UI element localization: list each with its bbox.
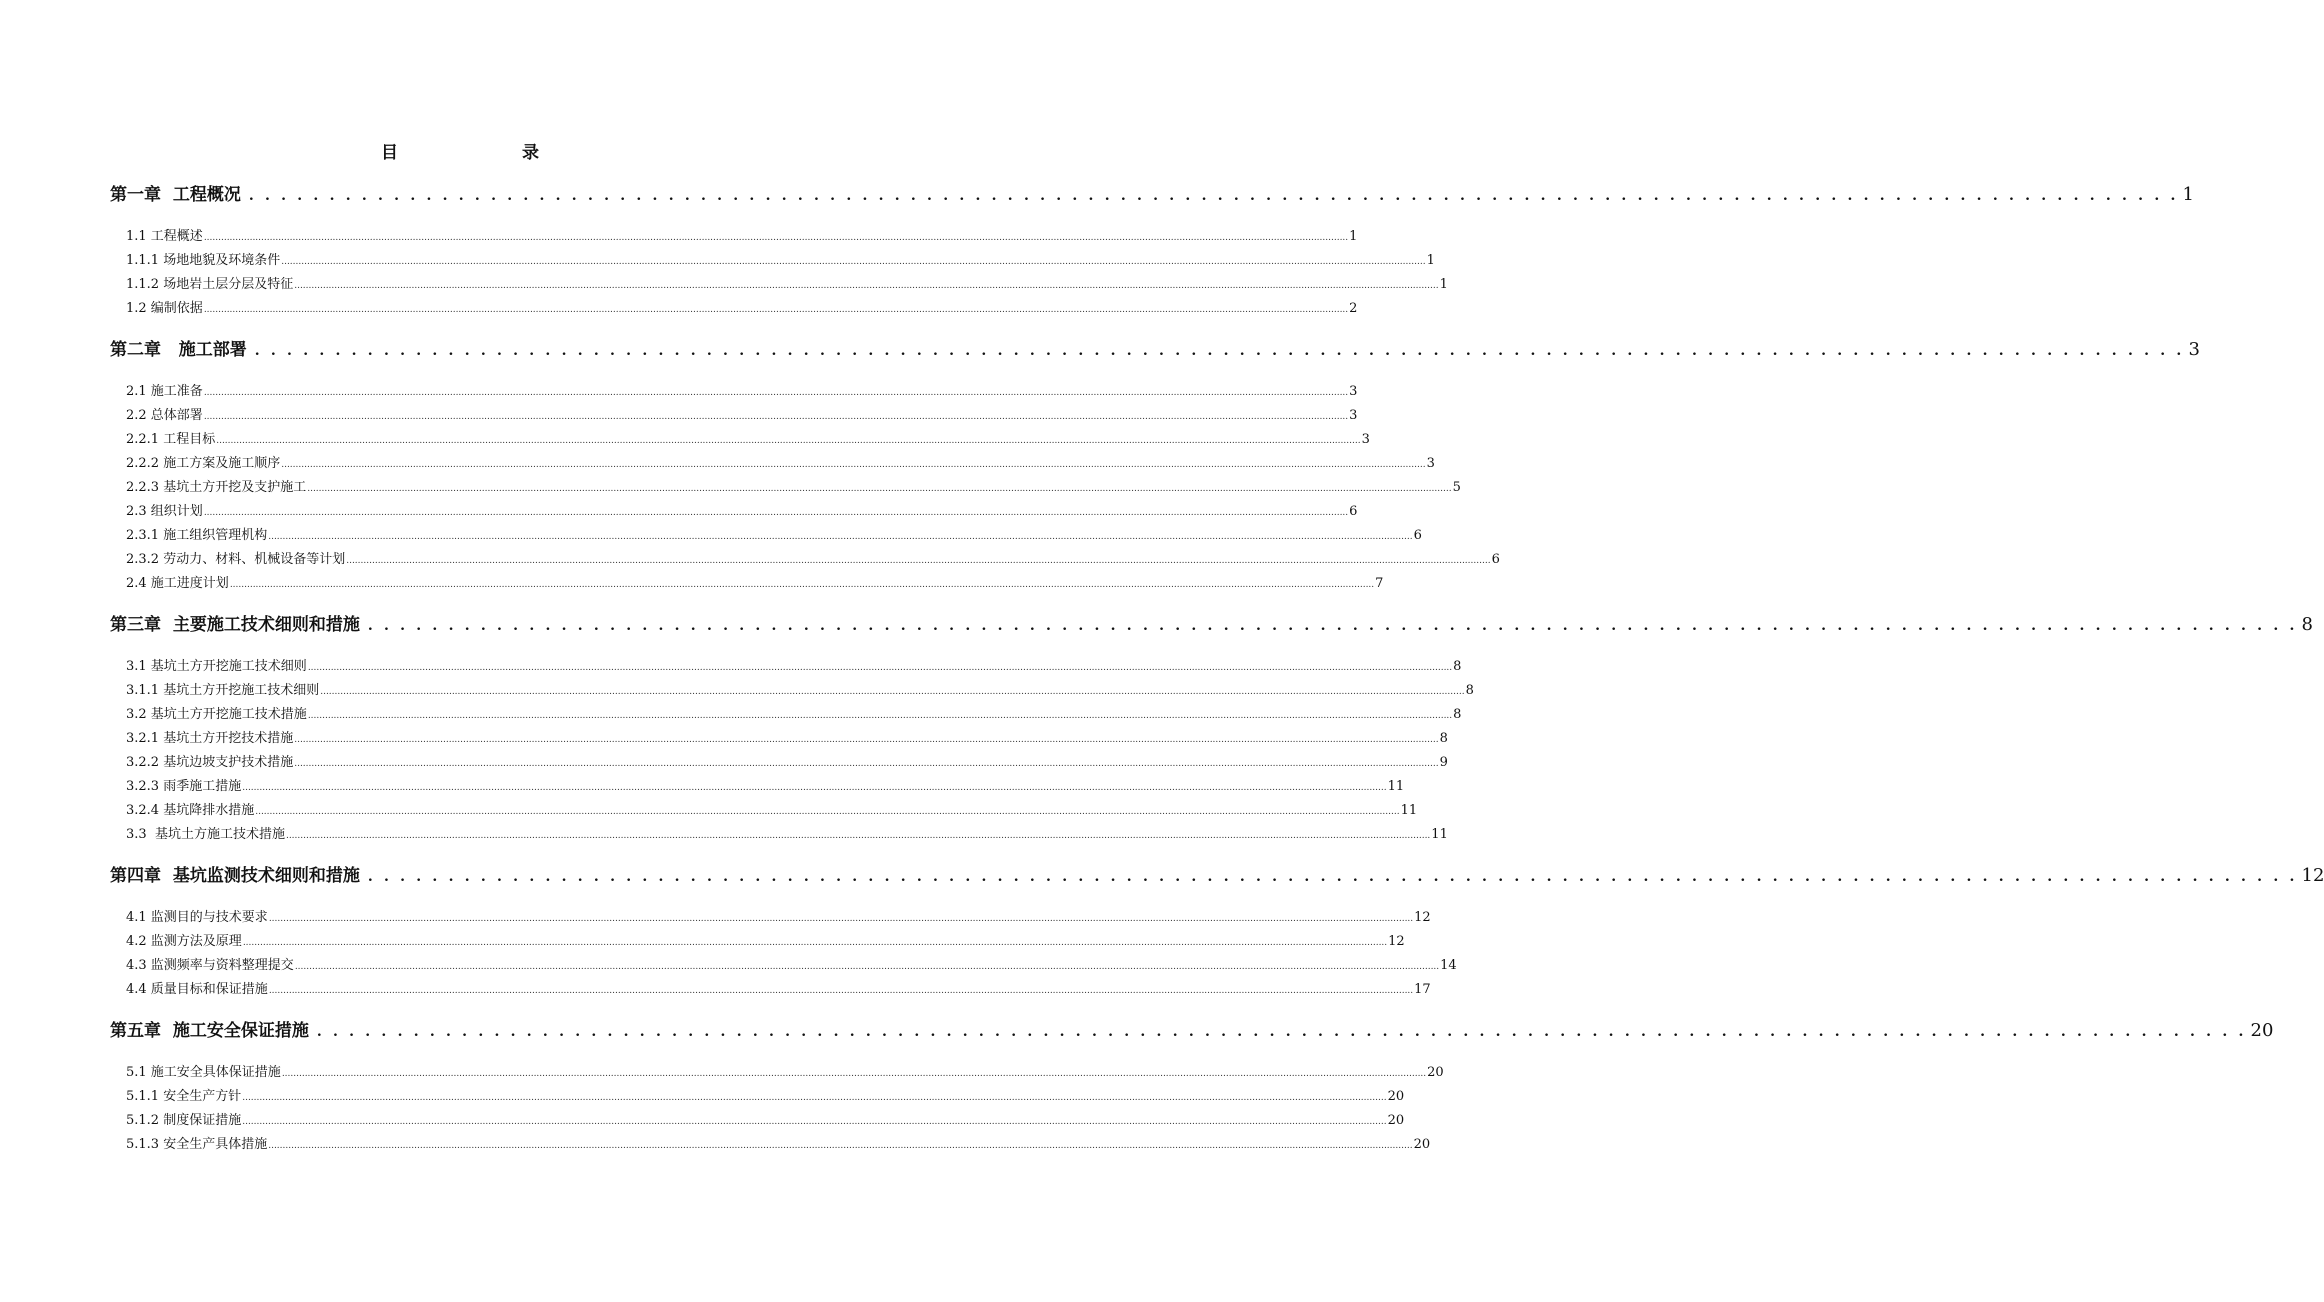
section-title: 4.1 监测目的与技术要求 <box>126 910 268 925</box>
section-title: 5.1 施工安全具体保证措施 <box>126 1065 281 1080</box>
dot-leader: ................................................................................................................................................................................................................................................................................................................................................................................................................ <box>268 532 1413 542</box>
toc-section-entry[interactable] <box>126 225 1358 249</box>
section-title: 2.3 组织计划 <box>126 504 203 519</box>
toc-chapter-entry[interactable] <box>110 180 2194 210</box>
section-title: 2.1 施工准备 <box>126 384 203 399</box>
section-title: 2.3.1 施工组织管理机构 <box>126 528 268 543</box>
section-page-number: 1 <box>1426 253 1435 268</box>
dot-leader: ................................................................................................................................................................................................................................................................................................................................................................................................................ <box>320 687 1465 697</box>
dot-leader: ................................................................................................................................................................................................................................................................................................................................................................................................................ <box>268 986 1414 996</box>
section-page-number: 1 <box>1349 229 1358 244</box>
dot-leader: ................................................................................................................................................................................................................................................................................................................................................................................................................ <box>268 1141 1413 1151</box>
dot-leader: ................................................................................................................................................................................................................................................................................................................................................................................................................ <box>346 556 1491 566</box>
chapter-page-number: 12 <box>2301 865 2324 886</box>
toc-section-list <box>110 365 1500 610</box>
toc-section-entry[interactable] <box>126 524 1422 548</box>
dot-leader: ................................................................................................................................................................................................................................................................................................................................................................................................................ <box>294 281 1439 291</box>
section-title: 1.1.1 场地地貌及环境条件 <box>126 253 281 268</box>
section-title: 2.3.2 劳动力、材料、机械设备等计划 <box>126 552 346 567</box>
dot-leader: ................................................................................................................................................................................................................................................................................................................................................................................................................ <box>285 831 1431 841</box>
toc-section-entry[interactable] <box>126 428 1370 452</box>
dot-leader: ................................................................................................................................................................................................................................................................................................................................................................................................................ <box>281 257 1426 267</box>
section-page-number: 6 <box>1413 528 1422 543</box>
section-title: 3.1.1 基坑土方开挖施工技术细则 <box>126 683 320 698</box>
toc-section-list <box>110 210 1448 335</box>
section-title: 2.2.2 施工方案及施工顺序 <box>126 456 281 471</box>
section-title: 5.1.1 安全生产方针 <box>126 1089 242 1104</box>
section-page-number: 8 <box>1465 683 1474 698</box>
chapter-title: 第二章 施工部署 <box>110 340 247 360</box>
section-title: 2.2 总体部署 <box>126 408 203 423</box>
section-title: 3.1 基坑土方开挖施工技术细则 <box>126 659 307 674</box>
chapter-title: 第四章 基坑监测技术细则和措施 <box>110 866 360 886</box>
section-title: 5.1.2 制度保证措施 <box>126 1113 242 1128</box>
section-page-number: 7 <box>1375 576 1384 591</box>
section-page-number: 8 <box>1453 659 1462 674</box>
dot-leader: ................................................................................................................................................................................................................................................................................................................................................................................................................ <box>203 412 1349 422</box>
dot-leader: ................................................................................................................................................................................................................................................................................................................................................................................................................ <box>203 305 1349 315</box>
toc-section-entry[interactable] <box>126 906 1431 930</box>
chapter-title: 第一章 工程概况 <box>110 185 241 205</box>
toc-title: 目 录 <box>381 143 569 163</box>
toc-chapter-entry[interactable] <box>110 610 2313 640</box>
toc-section-entry[interactable] <box>126 703 1462 727</box>
toc-section-entry[interactable] <box>126 727 1448 751</box>
chapter-title: 第三章 主要施工技术细则和措施 <box>110 615 360 635</box>
toc-section-entry[interactable] <box>126 978 1431 1002</box>
section-page-number: 9 <box>1439 755 1448 770</box>
section-title: 4.3 监测频率与资料整理提交 <box>126 958 294 973</box>
section-page-number: 20 <box>1387 1089 1405 1104</box>
toc-chapter-entry[interactable] <box>110 335 2200 365</box>
section-title: 3.2.2 基坑边坡支护技术措施 <box>126 755 294 770</box>
toc-section-entry[interactable] <box>126 404 1358 428</box>
toc-section-entry[interactable] <box>126 297 1358 321</box>
section-page-number: 6 <box>1349 504 1358 519</box>
chapter-page-number: 1 <box>2182 184 2194 205</box>
dot-leader: ................................................................................................................................................................................................................................................................................................................................................................................................................ <box>294 962 1440 972</box>
toc-section-entry[interactable] <box>126 954 1457 978</box>
section-page-number: 2 <box>1349 301 1358 316</box>
toc-section-entry[interactable] <box>126 273 1448 297</box>
section-page-number: 3 <box>1426 456 1435 471</box>
toc-section-entry[interactable] <box>126 572 1384 596</box>
section-page-number: 20 <box>1427 1065 1444 1080</box>
section-title: 3.2 基坑土方开挖施工技术措施 <box>126 707 307 722</box>
section-page-number: 8 <box>1453 707 1462 722</box>
dot-leader: . . . . . . . . . . . . . . . . . . . . . . . . . . . . . . . . . . . . . . . . . . . . . . . . . . . . . . . . . . . . . . . . . . . . . . . . . . . . . . . . . . . . . . . . . . . . . . . . . . . . . . . . . . . . . . . . . . . . . . . . <box>248 188 2179 204</box>
section-page-number: 12 <box>1414 910 1431 925</box>
dot-leader: . . . . . . . . . . . . . . . . . . . . . . . . . . . . . . . . . . . . . . . . . . . . . . . . . . . . . . . . . . . . . . . . . . . . . . . . . . . . . . . . . . . . . . . . . . . . . . . . . . . . . . . . . . . . . . . . . . . . . . . . <box>367 618 2298 634</box>
toc-section-entry[interactable] <box>126 799 1418 823</box>
section-title: 3.3 基坑土方施工技术措施 <box>126 827 285 842</box>
chapter-page-number: 3 <box>2188 339 2200 360</box>
section-page-number: 5 <box>1452 480 1461 495</box>
dot-leader: . . . . . . . . . . . . . . . . . . . . . . . . . . . . . . . . . . . . . . . . . . . . . . . . . . . . . . . . . . . . . . . . . . . . . . . . . . . . . . . . . . . . . . . . . . . . . . . . . . . . . . . . . . . . . . . . . . . . . . . . <box>367 869 2298 885</box>
section-title: 4.4 质量目标和保证措施 <box>126 982 268 997</box>
toc-chapter-entry[interactable] <box>110 1016 2274 1046</box>
toc-section-entry[interactable] <box>126 1061 1444 1085</box>
toc-section-entry[interactable] <box>126 249 1435 273</box>
section-title: 2.2.1 工程目标 <box>126 432 216 447</box>
dot-leader: ................................................................................................................................................................................................................................................................................................................................................................................................................ <box>294 759 1439 769</box>
toc-section-entry[interactable] <box>126 1085 1405 1109</box>
dot-leader: ................................................................................................................................................................................................................................................................................................................................................................................................................ <box>242 1093 1387 1103</box>
section-page-number: 20 <box>1413 1137 1431 1152</box>
dot-leader: ................................................................................................................................................................................................................................................................................................................................................................................................................ <box>242 938 1388 948</box>
toc-section-entry[interactable] <box>126 679 1474 703</box>
dot-leader: ................................................................................................................................................................................................................................................................................................................................................................................................................ <box>203 388 1349 398</box>
section-page-number: 12 <box>1388 934 1405 949</box>
toc-section-entry[interactable] <box>126 823 1448 847</box>
chapter-title: 第五章 施工安全保证措施 <box>110 1021 309 1041</box>
chapter-page-number: 20 <box>2250 1020 2274 1041</box>
section-title: 1.1 工程概述 <box>126 229 203 244</box>
section-page-number: 11 <box>1400 803 1418 818</box>
section-title: 3.2.3 雨季施工措施 <box>126 779 242 794</box>
dot-leader: ................................................................................................................................................................................................................................................................................................................................................................................................................ <box>203 233 1349 243</box>
section-title: 2.2.3 基坑土方开挖及支护施工 <box>126 480 307 495</box>
dot-leader: ................................................................................................................................................................................................................................................................................................................................................................................................................ <box>281 460 1426 470</box>
dot-leader: ................................................................................................................................................................................................................................................................................................................................................................................................................ <box>281 1069 1427 1079</box>
dot-leader: ................................................................................................................................................................................................................................................................................................................................................................................................................ <box>307 663 1453 673</box>
toc-section-entry[interactable] <box>126 452 1435 476</box>
section-title: 1.2 编制依据 <box>126 301 203 316</box>
dot-leader: ................................................................................................................................................................................................................................................................................................................................................................................................................ <box>268 914 1414 924</box>
section-page-number: 11 <box>1431 827 1448 842</box>
section-page-number: 20 <box>1387 1113 1405 1128</box>
toc-section-list <box>110 640 1474 861</box>
section-title: 3.2.4 基坑降排水措施 <box>126 803 255 818</box>
section-page-number: 3 <box>1349 408 1358 423</box>
table-of-contents <box>110 180 2324 1171</box>
dot-leader: . . . . . . . . . . . . . . . . . . . . . . . . . . . . . . . . . . . . . . . . . . . . . . . . . . . . . . . . . . . . . . . . . . . . . . . . . . . . . . . . . . . . . . . . . . . . . . . . . . . . . . . . . . . . . . . . . . . . . . . . <box>316 1024 2247 1040</box>
dot-leader: ................................................................................................................................................................................................................................................................................................................................................................................................................ <box>307 484 1452 494</box>
toc-section-list <box>110 1046 1444 1171</box>
section-title: 2.4 施工进度计划 <box>126 576 229 591</box>
toc-section-entry[interactable] <box>126 775 1405 799</box>
toc-section-entry[interactable] <box>126 1109 1405 1133</box>
toc-section-entry[interactable] <box>126 500 1358 524</box>
toc-section-list <box>110 891 1457 1016</box>
dot-leader: ................................................................................................................................................................................................................................................................................................................................................................................................................ <box>242 783 1387 793</box>
section-page-number: 1 <box>1439 277 1448 292</box>
dot-leader: ................................................................................................................................................................................................................................................................................................................................................................................................................ <box>229 580 1375 590</box>
section-title: 4.2 监测方法及原理 <box>126 934 242 949</box>
toc-chapter-entry[interactable] <box>110 861 2324 891</box>
section-page-number: 8 <box>1439 731 1448 746</box>
dot-leader: ................................................................................................................................................................................................................................................................................................................................................................................................................ <box>307 711 1453 721</box>
toc-section-entry[interactable] <box>126 548 1500 572</box>
chapter-page-number: 8 <box>2301 614 2313 635</box>
toc-section-entry[interactable] <box>126 655 1462 679</box>
section-title: 3.2.1 基坑土方开挖技术措施 <box>126 731 294 746</box>
dot-leader: ................................................................................................................................................................................................................................................................................................................................................................................................................ <box>216 436 1361 446</box>
section-page-number: 14 <box>1440 958 1457 973</box>
toc-section-entry[interactable] <box>126 1133 1431 1157</box>
dot-leader: ................................................................................................................................................................................................................................................................................................................................................................................................................ <box>255 807 1400 817</box>
section-page-number: 17 <box>1414 982 1431 997</box>
section-page-number: 11 <box>1387 779 1405 794</box>
toc-section-entry[interactable] <box>126 930 1405 954</box>
toc-section-entry[interactable] <box>126 380 1358 404</box>
section-page-number: 3 <box>1349 384 1358 399</box>
toc-section-entry[interactable] <box>126 751 1448 775</box>
dot-leader: ................................................................................................................................................................................................................................................................................................................................................................................................................ <box>294 735 1439 745</box>
section-page-number: 6 <box>1491 552 1500 567</box>
dot-leader: ................................................................................................................................................................................................................................................................................................................................................................................................................ <box>203 508 1349 518</box>
section-page-number: 3 <box>1361 432 1370 447</box>
toc-section-entry[interactable] <box>126 476 1461 500</box>
dot-leader: ................................................................................................................................................................................................................................................................................................................................................................................................................ <box>242 1117 1387 1127</box>
section-title: 5.1.3 安全生产具体措施 <box>126 1137 268 1152</box>
section-title: 1.1.2 场地岩土层分层及特征 <box>126 277 294 292</box>
dot-leader: . . . . . . . . . . . . . . . . . . . . . . . . . . . . . . . . . . . . . . . . . . . . . . . . . . . . . . . . . . . . . . . . . . . . . . . . . . . . . . . . . . . . . . . . . . . . . . . . . . . . . . . . . . . . . . . . . . . . . . . . <box>254 343 2185 359</box>
